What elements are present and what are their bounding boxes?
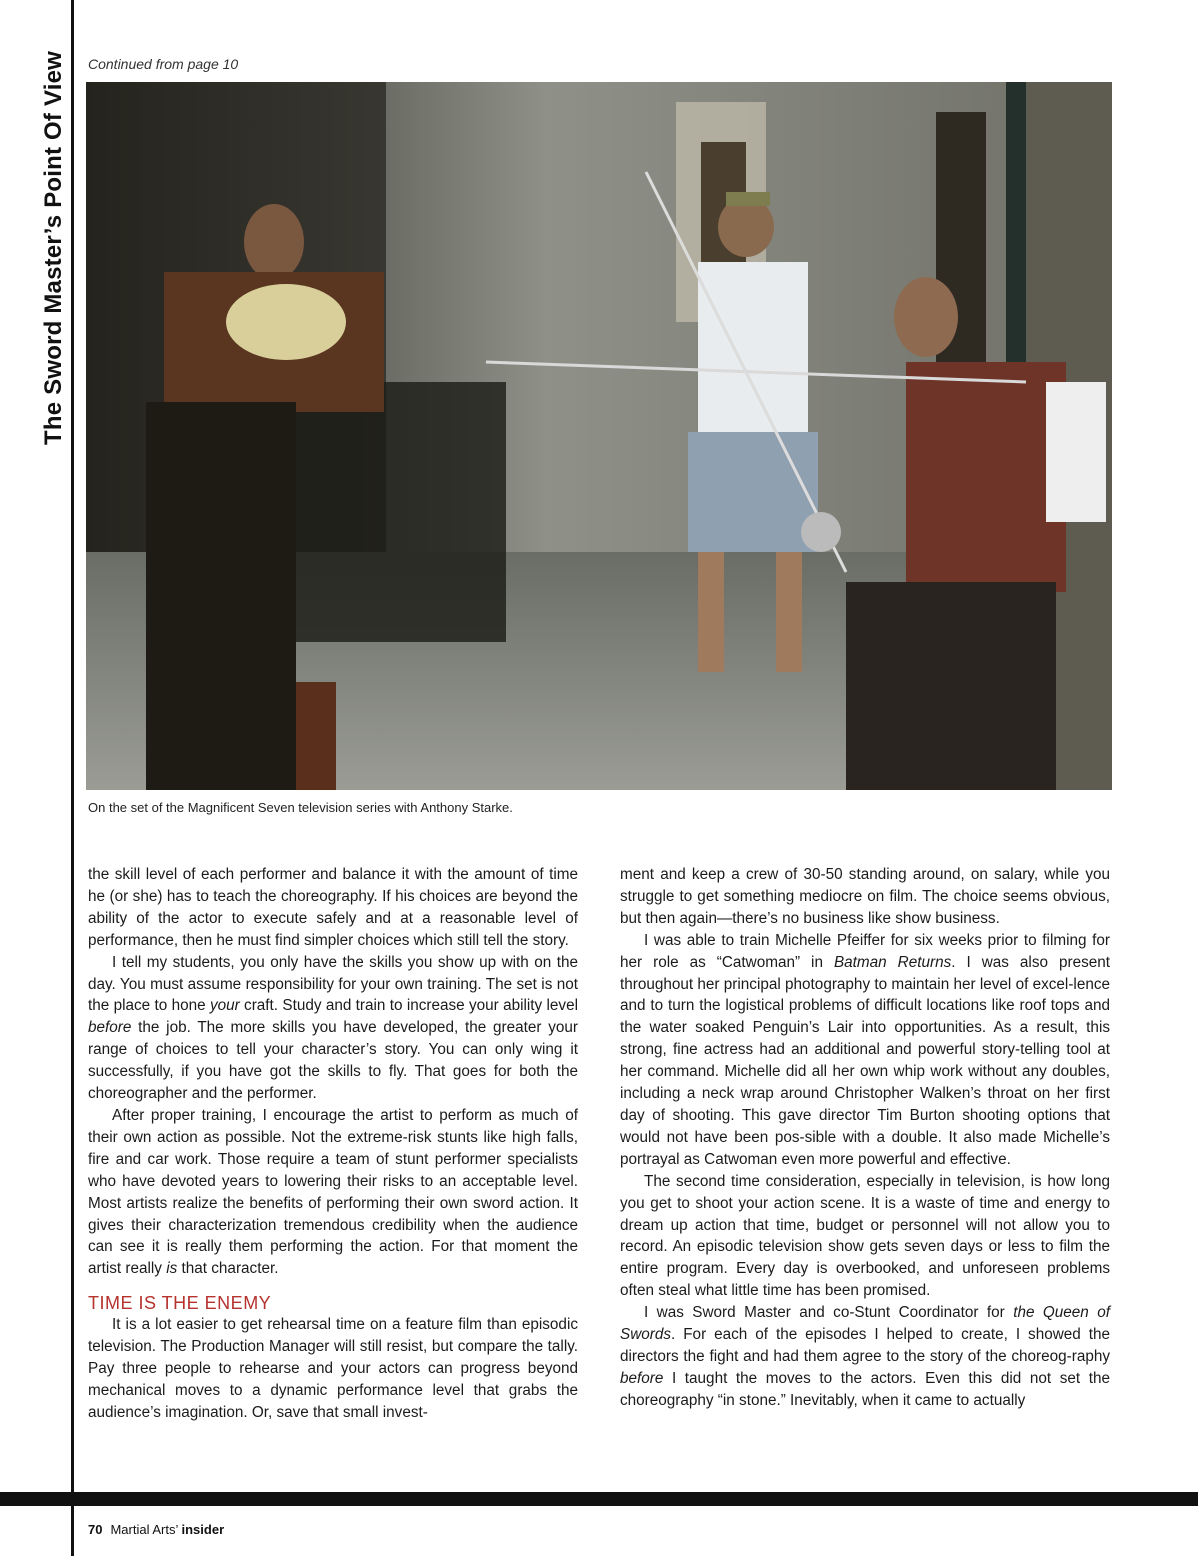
article-column-left [88,864,578,1424]
vertical-rule [71,0,74,1556]
paragraph: I was able to train Michelle Pfeiffer for six weeks prior to filming for her role as “Catwoman” in Batman Returns. I was also present throughout her principal photography to maintain her level of excel-lence and to turn the logistical problems of difficult locations like roof tops and the water soaked Penguin’s Lair into opportunities. As a result, this strong, fine actress had an additional and powerful story-telling tool at her command. Michelle did all her own whip work without any doubles, including a neck wrap around Christopher Walken’s throat on her first day of shooting. This gave director Tim Burton shooting options that would not have been pos-sible with a double. It also made Michelle’s portrayal as Catwoman even more powerful and effective. [620,931,1110,1168]
page-folio [88,1522,224,1537]
photo-caption: On the set of the Magnificent Seven television series with Anthony Starke. [88,800,513,815]
page-number: 70 [88,1522,103,1537]
footer-bar [0,1492,1198,1506]
paragraph: The second time consideration, especially in television, is how long you get to shoot your action scene. It is a waste of time and energy to dream up action that time, budget or personnel will not allow you to record. An episodic television show gets seven days or less to film the entire program. Every day is overbooked, and unforeseen problems often steal what little time has been promised. [620,1172,1110,1300]
paragraph: It is a lot easier to get rehearsal time on a feature film than episodic television. The Production Manager will still resist, but compare the tally. Pay three people to rehearse and your actors can progress beyond mechanical moves to a dynamic performance level that grabs the audience’s imagination. Or, save that small invest- [88,1316,578,1421]
section-title: The Sword Master’s Point Of View [40,50,67,445]
paragraph: After proper training, I encourage the artist to perform as much of their own action as possible. Not the extreme-risk stunts like high falls, fire and car work. Those require a team of stunt performer specialists who have devoted years to lowering their risks to an acceptable level. Most artists realize the benefits of performing their own sword action. It gives their characterization tremendous credibility when the audience can see it is really them performing the action. For that moment the artist really is that character. [88,1106,578,1278]
paragraph: I was Sword Master and co-Stunt Coordinator for the Queen of Swords. For each of the episodes I helped to create, I showed the directors the fight and had them agree to the story of the choreog-raphy before I taught the moves to the actors. Even this did not set the choreography “in stone.” Inevitably, when it came to actually [620,1304,1110,1409]
paragraph: I tell my students, you only have the skills you show up with on the day. You must assume responsibility for your own training. The set is not the place to hone your craft. Study and train to increase your ability level before the job. The more skills you have developed, the greater your range of choices to tell your character’s story. You can only wing it successfully, if you have got the skills to fly. That goes for both the choreographer and the performer. [88,953,578,1103]
article-photo [86,82,1112,790]
magazine-name: Martial Arts’ [110,1522,182,1537]
paragraph: ment and keep a crew of 30-50 standing around, on salary, while you struggle to get something mediocre on film. The choice seems obvious, but then again—there’s no business like show business. [620,866,1110,927]
subheading: TIME IS THE ENEMY [88,1293,272,1314]
article-column-right [620,864,1110,1412]
paragraph: the skill level of each performer and balance it with the amount of time he (or she) has to teach the choreography. If his choices are beyond the ability of the actor to execute safely and at a reasonable level of performance, then he must find simpler choices which still tell the story. [88,866,578,949]
continued-note: Continued from page 10 [88,56,239,72]
magazine-name-bold: insider [181,1522,225,1537]
